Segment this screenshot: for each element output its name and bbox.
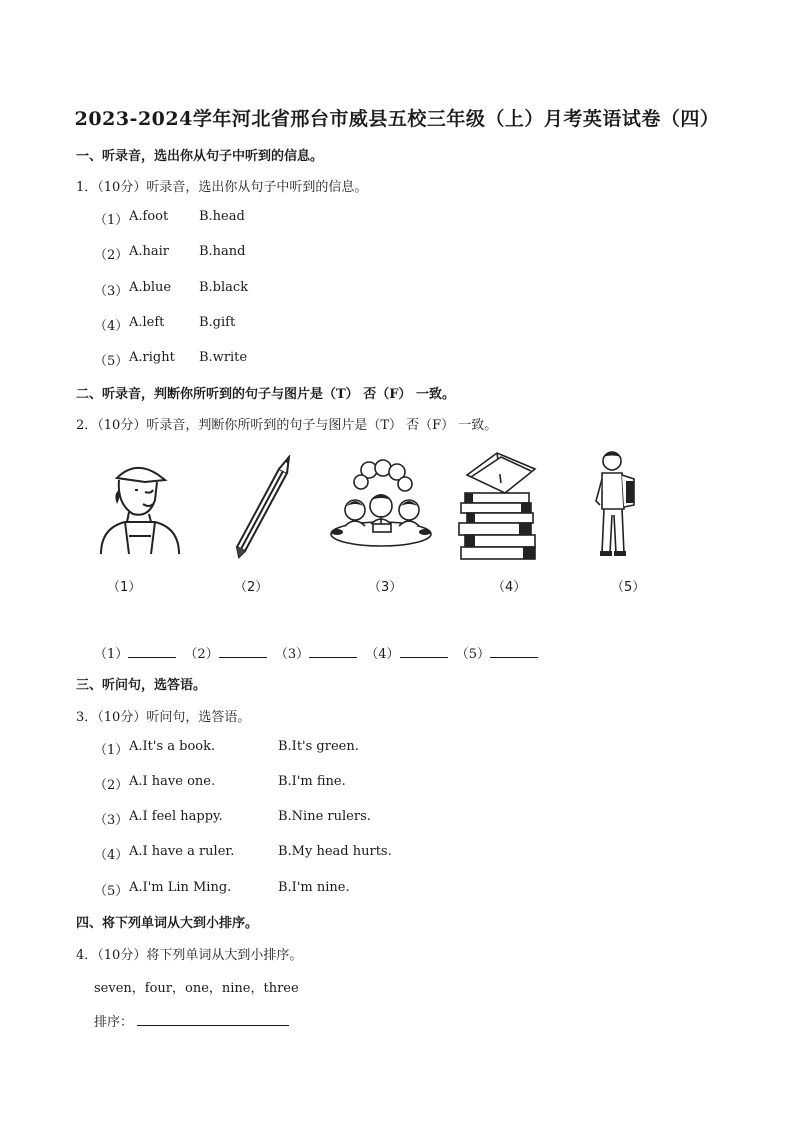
figure-label-5: （5）: [611, 580, 646, 595]
q1-item-num: （3）: [94, 284, 129, 299]
section-2-heading: 二、听录音，判断你所听到的句子与图片是（T） 否（F） 一致。: [76, 387, 455, 402]
sort-answer-row: [94, 1011, 289, 1030]
answer-label-5: （5）: [455, 647, 490, 662]
answer-label-1: （1）: [94, 647, 129, 662]
q1-item-num: （2）: [94, 248, 129, 263]
q1-item-option-b[interactable]: B.gift: [199, 315, 236, 330]
q3-item-option-a[interactable]: A.I have a ruler.: [129, 844, 235, 859]
q1-item-num: （4）: [94, 319, 129, 334]
man-with-cap-illustration: [95, 456, 185, 556]
pencil-illustration: [225, 455, 295, 560]
answer-blank-2[interactable]: [219, 645, 267, 658]
q3-item-option-b[interactable]: B.I'm nine.: [278, 880, 350, 895]
q3-item-option-b[interactable]: B.Nine rulers.: [278, 809, 371, 824]
page-title: 2023-2024学年河北省邢台市威县五校三年级（上）月考英语试卷（四）: [74, 108, 720, 130]
figure-label-2: （2）: [234, 580, 269, 595]
q3-item-option-a[interactable]: A.It's a book.: [129, 739, 216, 754]
section-3-heading: 三、听问句，选答语。: [76, 678, 207, 693]
figure-label-4: （4）: [492, 580, 527, 595]
party-illustration: [325, 458, 437, 548]
question-4: 4．（10分）将下列单词从大到小排序。: [76, 948, 303, 963]
q3-item-num: （4）: [94, 848, 129, 863]
answer-label-4: （4）: [365, 647, 400, 662]
question-1: 1．（10分）听录音，选出你从句子中听到的信息。: [76, 180, 368, 195]
question-2: 2．（10分）听录音，判断你所听到的句子与图片是（T） 否（F） 一致。: [76, 418, 498, 433]
q1-item-option-a[interactable]: A.right: [129, 350, 175, 365]
q3-item-option-b[interactable]: B.It's green.: [278, 739, 359, 754]
answer-blanks-row: [94, 643, 542, 662]
answer-blank-1[interactable]: [128, 645, 176, 658]
word-list: seven，four，one，nine，three: [94, 981, 299, 996]
q3-item-num: （5）: [94, 884, 129, 899]
q3-item-option-b[interactable]: B.I'm fine.: [278, 774, 346, 789]
q3-item-option-a[interactable]: A.I have one.: [129, 774, 216, 789]
question-3: 3．（10分）听问句，选答语。: [76, 710, 251, 725]
answer-blank-4[interactable]: [400, 645, 448, 658]
section-4-heading: 四、将下列单词从大到小排序。: [76, 916, 259, 931]
answer-blank-5[interactable]: [490, 645, 538, 658]
section-1-heading: 一、听录音，选出你从句子中听到的信息。: [76, 149, 324, 164]
q3-item-option-a[interactable]: A.I'm Lin Ming.: [129, 880, 232, 895]
q3-item-num: （2）: [94, 778, 129, 793]
q1-item-num: （1）: [94, 213, 129, 228]
q3-item-num: （1）: [94, 743, 129, 758]
books-illustration: [457, 449, 541, 563]
q1-item-option-b[interactable]: B.write: [199, 350, 248, 365]
q1-item-option-a[interactable]: A.blue: [129, 280, 172, 295]
q3-item-option-b[interactable]: B.My head hurts.: [278, 844, 392, 859]
answer-label-2: （2）: [184, 647, 219, 662]
q1-item-option-b[interactable]: B.black: [199, 280, 249, 295]
q1-item-option-b[interactable]: B.head: [199, 209, 245, 224]
q1-item-option-a[interactable]: A.hair: [129, 244, 170, 259]
student-with-backpack-illustration: [590, 449, 640, 563]
q1-item-num: （5）: [94, 354, 129, 369]
q1-item-option-b[interactable]: B.hand: [199, 244, 246, 259]
sort-answer-blank[interactable]: [137, 1013, 289, 1026]
q1-item-option-a[interactable]: A.left: [129, 315, 165, 330]
figure-label-1: （1）: [107, 580, 142, 595]
answer-label-3: （3）: [274, 647, 310, 662]
q3-item-option-a[interactable]: A.I feel happy.: [129, 809, 223, 824]
sort-label: 排序：: [94, 1015, 134, 1030]
figure-label-3: （3）: [368, 580, 403, 595]
q3-item-num: （3）: [94, 813, 129, 828]
answer-blank-3[interactable]: [309, 645, 357, 658]
q1-item-option-a[interactable]: A.foot: [129, 209, 169, 224]
